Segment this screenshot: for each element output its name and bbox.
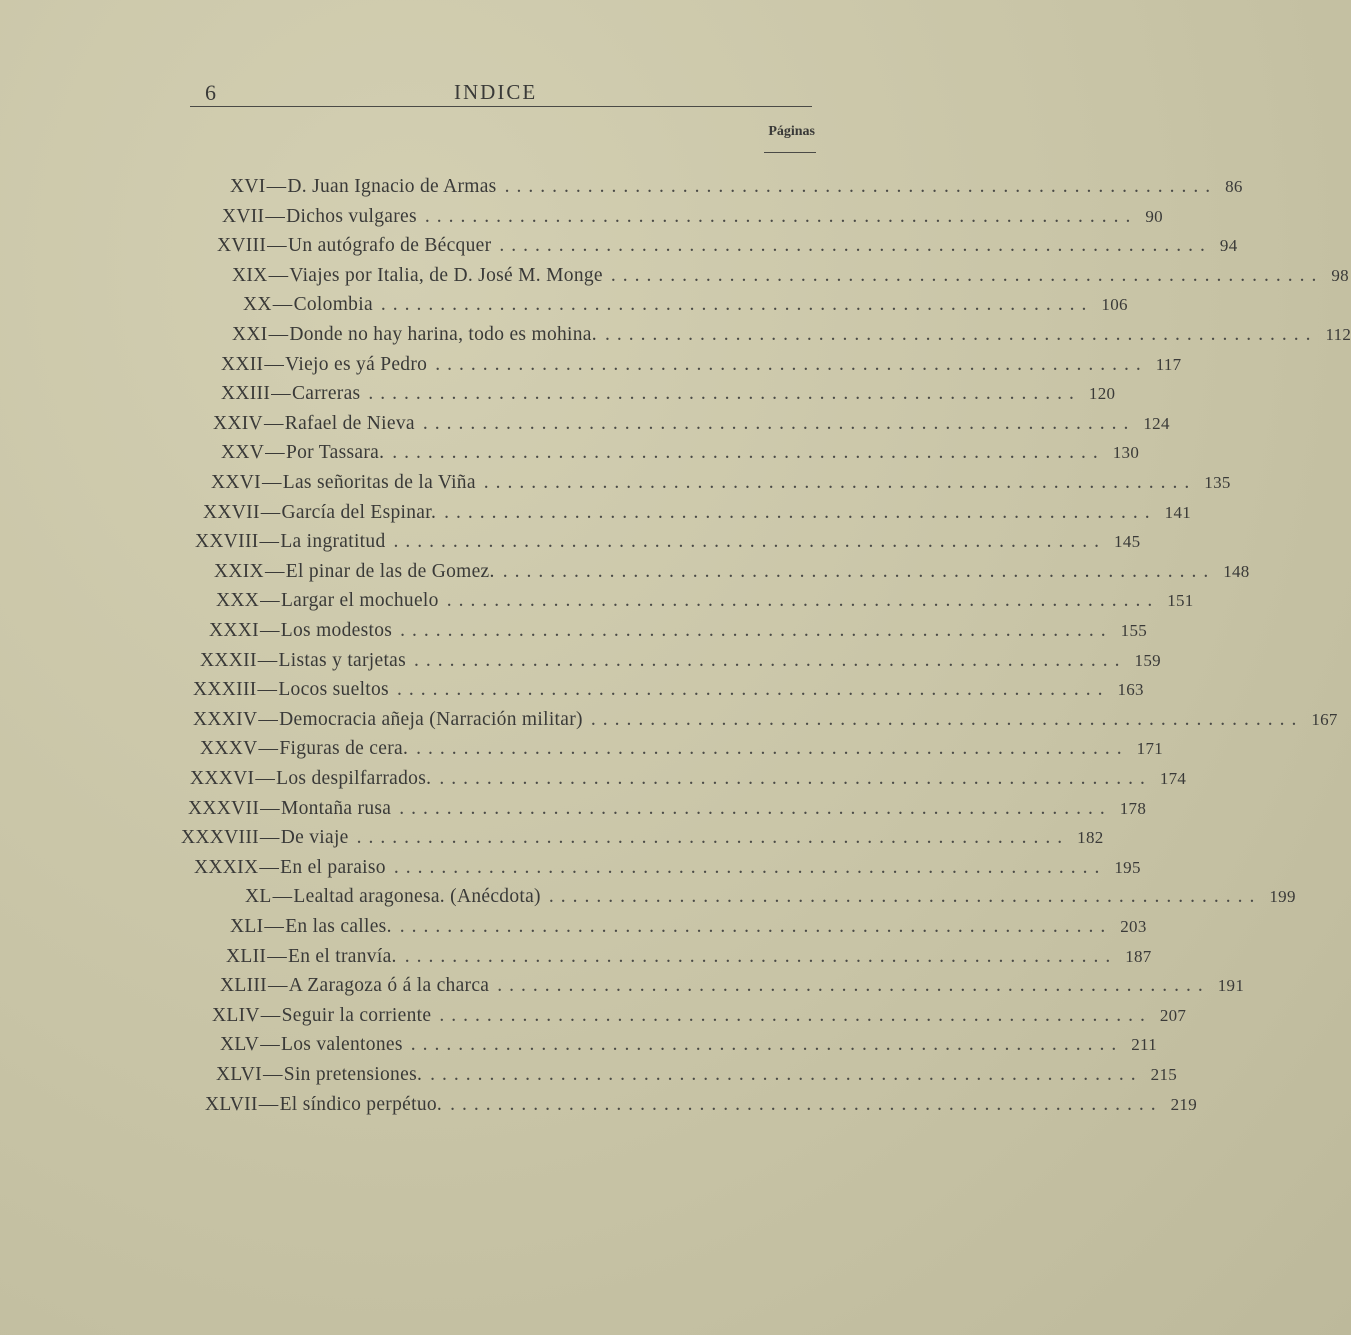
entry-dash: — — [260, 590, 280, 612]
entry-roman-numeral: XVII — [222, 205, 265, 227]
entry-page-number: 117 — [1155, 354, 1182, 374]
entry-dash: — — [264, 560, 285, 582]
entry-page-number: 124 — [1143, 413, 1170, 433]
entry-title: A Zaragoza ó á la charca — [288, 975, 490, 997]
entry-roman-numeral: XXXIV — [193, 708, 258, 730]
entry-title: Largar el mochuelo — [280, 590, 439, 612]
entry-page-number: 178 — [1119, 798, 1147, 818]
entry-title: Democracia añeja (Narración militar) — [279, 708, 583, 730]
entry-roman-numeral: XLVI — [216, 1064, 262, 1085]
entry-dash: — — [260, 1004, 281, 1026]
entry-title: Los valentones — [281, 1034, 403, 1056]
entry-title: Figuras de cera. — [279, 738, 409, 760]
entry-title: D. Juan Ignacio de Armas — [287, 176, 497, 197]
dot-leader: ............................................................ — [548, 886, 1262, 908]
toc-entry — [232, 320, 1351, 349]
entry-page-number: 86 — [1225, 177, 1243, 196]
dot-leader: ............................................................ — [444, 501, 1157, 523]
entry-roman-numeral: XLIII — [220, 975, 267, 997]
entry-dash: — — [264, 916, 285, 937]
entry-page-number: 90 — [1145, 206, 1163, 226]
entry-dash: — — [263, 412, 284, 434]
dot-leader: ............................................................ — [439, 1004, 1152, 1026]
entry-title: Lealtad aragonesa. (Anécdota) — [293, 886, 541, 908]
toc-entry — [232, 261, 1349, 290]
dot-leader: ............................................................ — [400, 620, 1113, 641]
entry-title: De viaje — [280, 827, 349, 849]
entry-title: Las señoritas de la Viña — [282, 472, 476, 493]
entry-page-number: 155 — [1120, 621, 1148, 640]
entry-page-number: 148 — [1223, 561, 1250, 581]
entry-page-number: 171 — [1136, 739, 1164, 759]
entry-page-number: 211 — [1131, 1035, 1157, 1055]
entry-dash: — — [257, 679, 278, 701]
dot-leader: ............................................................ — [399, 916, 1113, 937]
dot-leader: ............................................................ — [356, 827, 1070, 849]
entry-dash: — — [260, 501, 281, 523]
entry-roman-numeral: XL — [245, 886, 272, 908]
entry-dash: — — [258, 1093, 279, 1115]
entry-dash: — — [261, 472, 282, 493]
toc-entry — [193, 675, 1144, 704]
dot-leader: ............................................................ — [604, 324, 1318, 345]
dot-leader: ............................................................ — [483, 472, 1197, 493]
entry-roman-numeral: XLVII — [205, 1093, 258, 1115]
entry-title: Locos sueltos — [278, 679, 389, 701]
entry-title: Carreras — [291, 383, 361, 405]
entry-page-number: 167 — [1311, 709, 1338, 729]
entry-page-number: 94 — [1219, 236, 1238, 256]
dot-leader: ............................................................ — [424, 205, 1138, 227]
toc-entry — [217, 231, 1238, 260]
entry-dash: — — [268, 264, 289, 286]
toc-entry — [190, 764, 1187, 793]
page-number: 6 — [205, 80, 217, 105]
entry-dash: — — [264, 353, 285, 375]
entry-dash: — — [265, 205, 286, 227]
header-rule — [190, 106, 812, 107]
entry-title: Los modestos — [280, 620, 393, 641]
entry-dash: — — [259, 620, 280, 641]
dot-leader: ............................................................ — [590, 708, 1304, 730]
dot-leader: ............................................................ — [430, 1064, 1143, 1085]
entry-page-number: 195 — [1114, 857, 1141, 877]
toc-entry — [195, 527, 1141, 556]
entry-title: Listas y tarjetas — [278, 649, 407, 671]
entry-roman-numeral: XXX — [216, 590, 260, 612]
entry-roman-numeral: XXVI — [211, 472, 261, 493]
entry-title: En el paraiso — [280, 856, 386, 878]
entry-page-number: 151 — [1167, 591, 1194, 611]
entry-dash: — — [259, 531, 280, 553]
toc-entry — [221, 379, 1116, 408]
entry-roman-numeral: XXVIII — [195, 531, 259, 553]
dot-leader: ............................................................ — [396, 679, 1110, 701]
entry-page-number: 203 — [1120, 917, 1147, 936]
entry-page-number: 141 — [1164, 502, 1192, 522]
entry-title: Rafael de Nieva — [284, 412, 415, 434]
entry-roman-numeral: XXIX — [214, 560, 264, 582]
toc-entry — [216, 586, 1194, 615]
dot-leader: ............................................................ — [404, 945, 1118, 967]
pages-column-label: Páginas — [768, 124, 815, 139]
dot-leader: ............................................................ — [414, 649, 1127, 671]
entry-page-number: 219 — [1170, 1094, 1198, 1114]
entry-roman-numeral: XXXIX — [194, 856, 259, 878]
entry-roman-numeral: XXII — [221, 353, 264, 375]
dot-leader: ............................................................ — [499, 235, 1212, 257]
toc-entry — [203, 498, 1192, 527]
dot-leader: ............................................................ — [502, 560, 1216, 582]
dot-leader: ............................................................ — [392, 442, 1105, 464]
dot-leader: ............................................................ — [410, 1034, 1124, 1056]
toc-entry — [209, 616, 1148, 645]
entry-roman-numeral: XXXII — [200, 649, 257, 671]
toc-entry — [193, 705, 1338, 734]
entry-dash: — — [255, 768, 276, 789]
entry-title: García del Espinar. — [281, 501, 437, 523]
entry-roman-numeral: XXIII — [221, 383, 271, 405]
pages-column-rule — [764, 152, 816, 153]
dot-leader: ............................................................ — [446, 590, 1160, 612]
entry-roman-numeral: XXVII — [203, 501, 260, 523]
entry-title: El síndico perpétuo. — [279, 1093, 443, 1115]
entry-dash: — — [258, 708, 279, 730]
toc-entry — [221, 350, 1182, 379]
entry-dash: — — [259, 856, 280, 878]
entry-dash: — — [272, 886, 293, 908]
toc-entry — [205, 1090, 1198, 1119]
entry-roman-numeral: XXI — [232, 324, 268, 345]
dot-leader: ............................................................ — [393, 531, 1107, 553]
entry-dash: — — [260, 797, 280, 819]
entry-page-number: 163 — [1117, 680, 1144, 700]
entry-dash: — — [260, 1034, 280, 1056]
entry-page-number: 191 — [1217, 976, 1245, 996]
dot-leader: ............................................................ — [416, 738, 1129, 760]
entry-title: La ingratitud — [280, 531, 386, 553]
dot-leader: ............................................................ — [504, 176, 1218, 197]
toc-entry — [200, 734, 1164, 763]
entry-roman-numeral: XXIV — [213, 412, 263, 434]
entry-roman-numeral: XLIV — [212, 1004, 260, 1026]
dot-leader: ............................................................ — [422, 412, 1136, 434]
entry-page-number: 182 — [1077, 828, 1104, 848]
entry-title: Un autógrafo de Bécquer — [287, 235, 492, 257]
toc-entry — [181, 823, 1104, 852]
entry-roman-numeral: XLI — [230, 916, 264, 937]
entry-page-number: 106 — [1101, 295, 1128, 315]
toc-entry — [214, 557, 1250, 586]
toc-entry — [222, 202, 1163, 231]
entry-dash: — — [266, 176, 287, 197]
entry-roman-numeral: XVI — [230, 176, 266, 197]
entry-page-number: 187 — [1125, 946, 1152, 966]
toc-entry — [188, 794, 1147, 823]
entry-dash: — — [272, 294, 293, 316]
entry-title: Seguir la corriente — [281, 1004, 432, 1026]
entry-title: Sin pretensiones. — [283, 1064, 423, 1085]
toc-entry — [230, 912, 1147, 941]
entry-dash: — — [265, 442, 285, 464]
toc-entry — [211, 468, 1231, 497]
entry-title: En el tranvía. — [288, 945, 397, 967]
entry-roman-numeral: XIX — [232, 264, 268, 286]
dot-leader: ............................................................ — [380, 294, 1094, 316]
toc-entry — [245, 882, 1296, 911]
entry-page-number: 199 — [1269, 887, 1296, 907]
entry-roman-numeral: XLII — [226, 945, 267, 967]
entry-roman-numeral: XXXVII — [188, 797, 260, 819]
entry-page-number: 215 — [1150, 1065, 1178, 1084]
entry-page-number: 174 — [1159, 769, 1187, 788]
entry-dash: — — [262, 1064, 283, 1085]
entry-roman-numeral: XLV — [220, 1034, 260, 1056]
dot-leader: ............................................................ — [368, 383, 1081, 405]
page-heading: INDICE — [454, 80, 538, 104]
entry-dash: — — [258, 738, 279, 760]
dot-leader: ............................................................ — [450, 1093, 1163, 1115]
entry-dash: — — [271, 383, 291, 405]
dot-leader: ............................................................ — [439, 768, 1152, 789]
entry-page-number: 135 — [1204, 473, 1231, 492]
entry-page-number: 130 — [1112, 443, 1140, 463]
entry-page-number: 145 — [1114, 532, 1141, 552]
entry-dash: — — [268, 324, 289, 345]
toc-entry — [213, 409, 1170, 438]
entry-roman-numeral: XXXI — [209, 620, 259, 641]
dot-leader: ............................................................ — [399, 797, 1112, 819]
entry-title: Colombia — [293, 294, 373, 316]
dot-leader: ............................................................ — [497, 975, 1210, 997]
entry-dash: — — [267, 945, 287, 967]
entry-title: Donde no hay harina, todo es mohina. — [289, 324, 597, 345]
entry-page-number: 159 — [1134, 650, 1161, 670]
entry-roman-numeral: XVIII — [217, 235, 267, 257]
entry-title: Los despilfarrados. — [276, 768, 432, 789]
entry-title: Dichos vulgares — [286, 205, 417, 227]
toc-entry — [200, 646, 1161, 675]
entry-dash: — — [267, 975, 288, 997]
entry-title: En las calles. — [285, 916, 392, 937]
entry-roman-numeral: XXXIII — [193, 679, 257, 701]
entry-page-number: 120 — [1088, 384, 1116, 404]
toc-entry — [243, 290, 1128, 319]
entry-roman-numeral: XXXVI — [190, 768, 255, 789]
toc-entry — [221, 438, 1140, 467]
entry-title: Por Tassara. — [285, 442, 385, 464]
toc-entry — [230, 172, 1243, 201]
entry-roman-numeral: XX — [243, 294, 272, 316]
toc-entry — [212, 1001, 1187, 1030]
entry-page-number: 112 — [1325, 325, 1351, 344]
entry-dash: — — [259, 827, 280, 849]
toc-entry — [216, 1060, 1178, 1089]
toc-entry — [220, 971, 1245, 1000]
dot-leader: ............................................................ — [393, 856, 1107, 878]
dot-leader: ............................................................ — [435, 353, 1148, 375]
entry-title: El pinar de las de Gomez. — [285, 560, 495, 582]
entry-page-number: 207 — [1159, 1005, 1187, 1025]
toc-entry — [220, 1030, 1157, 1059]
dot-leader: ............................................................ — [610, 264, 1324, 286]
entry-roman-numeral: XXXVIII — [181, 827, 259, 849]
page-header — [190, 80, 812, 110]
entry-dash: — — [267, 235, 287, 257]
toc-entry — [226, 942, 1152, 971]
entry-title: Viajes por Italia, de D. José M. Monge — [289, 264, 603, 286]
entry-title: Viejo es yá Pedro — [285, 353, 428, 375]
entry-roman-numeral: XXXV — [200, 738, 258, 760]
toc-entry — [194, 853, 1141, 882]
entry-title: Montaña rusa — [280, 797, 392, 819]
entry-roman-numeral: XXV — [221, 442, 265, 464]
entry-dash: — — [257, 649, 278, 671]
entry-page-number: 98 — [1331, 265, 1349, 285]
